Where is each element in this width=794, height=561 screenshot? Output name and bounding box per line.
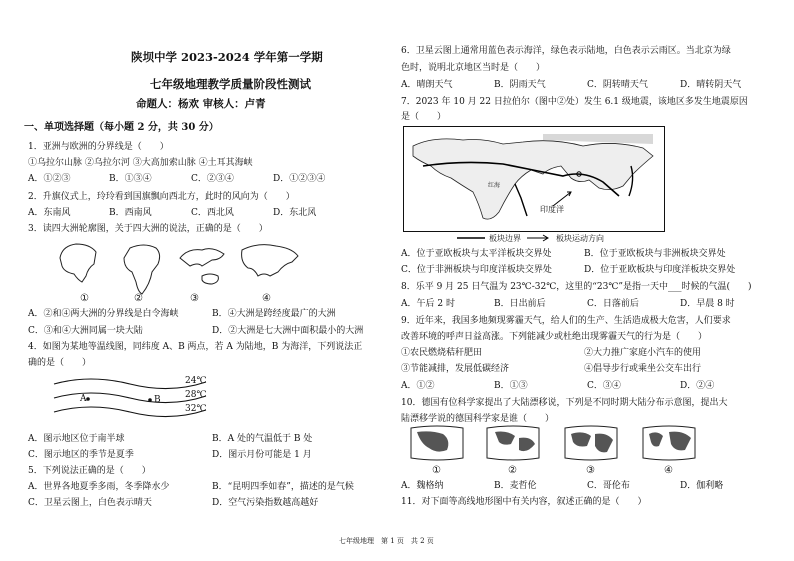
exam-authors: 命题人：杨欢 审核人：卢青 [136, 98, 266, 110]
option-1d: D．①②③④ [273, 174, 326, 184]
question-1-items: ①乌拉尔山脉 ②乌拉尔河 ③大高加索山脉 ④土耳其海峡 [28, 158, 253, 168]
exam-title-line1: 陕坝中学 2023-2024 学年第一学期 [131, 50, 323, 64]
question-9-item2: ②大力推广家庭小汽车的使用 [584, 348, 702, 358]
option-1b: B．①③④ [109, 174, 152, 184]
continent-3-outline [180, 249, 224, 284]
question-6-line1: 6．卫星云图上通常用蓝色表示海洋，绿色表示陆地，白色表示云雨区。当北京为绿 [401, 46, 731, 56]
globe-1 [411, 426, 463, 460]
option-1c: C．②③④ [191, 174, 234, 184]
continent-2-outline [124, 245, 160, 294]
globe-2 [487, 426, 539, 460]
continent-1-outline [60, 244, 96, 282]
option-3b: B．④大洲是跨经度最广的大洲 [212, 309, 336, 319]
globe-label-4: ④ [664, 465, 673, 476]
option-5d: D．空气污染指数越高越好 [212, 498, 319, 508]
option-4d: D．图示月份可能是 1 月 [212, 450, 312, 460]
question-2: 2．升旗仪式上，玲玲看到国旗飘向西北方，此时的风向为（ ） [28, 192, 295, 202]
isotherm-label-24: 24℃ [185, 376, 207, 386]
globe-label-3: ③ [586, 465, 595, 476]
question-7-line2: 是（ ） [401, 112, 447, 122]
option-5b: B．“昆明四季如春”，描述的是气候 [212, 482, 354, 492]
question-4-line1: 4．如图为某地等温线图，同纬度 A、B 两点，若 A 为陆地，B 为海洋，下列说法正 [28, 342, 363, 352]
legend-motion-label: 板块运动方向 [556, 234, 604, 243]
option-2c: C．西北风 [191, 208, 234, 218]
option-3a: A．②和④两大洲的分界线是白令海峡 [28, 309, 179, 319]
map-label-ocean: 印度洋 [540, 205, 564, 214]
option-7b: B．位于亚欧板块与非洲板块交界处 [584, 249, 726, 259]
option-10a: A．魏格纳 [401, 481, 444, 491]
isotherm-28 [54, 393, 206, 403]
option-10d: D．伽利略 [680, 481, 724, 491]
option-5c: C．卫星云图上，白色表示晴天 [28, 498, 152, 508]
globe-label-2: ② [508, 465, 517, 476]
isotherm-label-32: 32℃ [185, 404, 207, 414]
question-4-line2: 确的是（ ） [28, 358, 92, 368]
option-1a: A．①②③ [28, 174, 71, 184]
page-footer: 七年级地理 第 1 页 共 2 页 [339, 537, 434, 545]
option-10c: C．哥伦布 [587, 481, 630, 491]
option-6a: A．晴朗天气 [401, 80, 453, 90]
question-10-line1: 10．德国有位科学家提出了大陆漂移说，下列是不同时期大陆分布示意图，提出大 [401, 398, 728, 408]
globe-label-1: ① [432, 465, 441, 476]
option-2d: D．东北风 [273, 208, 317, 218]
continent-label-4: ④ [262, 293, 271, 304]
option-6b: B．阴雨天气 [494, 80, 546, 90]
question-3: 3．读四大洲轮廓图，关于四大洲的说法，正确的是（ ） [28, 224, 268, 234]
globe-4 [643, 426, 695, 460]
map-label-red-sea: 红海 [488, 182, 501, 189]
question-10-line2: 陆漂移学说的德国科学家是谁（ ） [401, 414, 555, 424]
question-9-line2: 改善环境的呼声日益高涨。下列能减少或杜绝出现雾霾天气的行为是（ ） [401, 332, 708, 342]
point-a-label: A [80, 394, 87, 404]
continent-label-3: ③ [190, 293, 199, 304]
continent-label-1: ① [80, 293, 89, 304]
question-9-item1: ①农民燃烧秸秆肥田 [401, 348, 483, 358]
option-2a: A．东南风 [28, 208, 71, 218]
isotherm-24 [54, 379, 206, 389]
continent-label-2: ② [134, 293, 143, 304]
option-6c: C．阴转晴天气 [587, 80, 648, 90]
question-8: 8．乐平 9 月 25 日气温为 23℃-32℃，这里的“23℃”是指一天中___时候的气温( ) [401, 282, 752, 292]
question-5: 5．下列说法正确的是（ ） [28, 466, 151, 476]
option-3d: D．②大洲是七大洲中面积最小的大洲 [212, 326, 364, 336]
point-b-marker [148, 398, 152, 402]
plate-map [403, 126, 665, 232]
section-heading: 一、单项选择题（每小题 2 分，共 30 分） [24, 122, 219, 133]
option-3c: C．③和④大洲同属一块大陆 [28, 326, 143, 336]
option-7c: C．位于非洲板块与印度洋板块交界处 [401, 265, 552, 275]
question-6-line2: 色时，说明北京地区当时是（ ） [401, 63, 546, 73]
option-6d: D．晴转阴天气 [680, 80, 742, 90]
option-5a: A．世界各地夏季多雨，冬季降水少 [28, 482, 170, 492]
option-7a: A．位于亚欧板块与太平洋板块交界处 [401, 249, 552, 259]
question-9-item3: ③节能减排，发展低碳经济 [401, 364, 510, 374]
option-10b: B．麦哲伦 [494, 481, 537, 491]
point-b-label: B [154, 395, 161, 405]
legend-boundary-label: 板块边界 [489, 234, 521, 243]
question-7-line1: 7．2023 年 10 月 22 日拉伯尔（图中②处）发生 6.1 级地震，该地区多发生地震原因 [401, 97, 748, 107]
option-9c: C．③④ [587, 381, 621, 391]
option-9d: D．②④ [680, 381, 715, 391]
option-8a: A．午后 2 时 [401, 299, 455, 309]
option-4c: C．图示地区的季节是夏季 [28, 450, 134, 460]
question-9-line1: 9．近年来，我国多地频现雾霾天气，给人们的生产、生活造成极大危害，人们要求 [401, 316, 731, 326]
continental-drift-figure [407, 424, 717, 464]
option-9a: A．①② [401, 381, 435, 391]
option-8c: C．日落前后 [587, 299, 639, 309]
question-9-item4: ④倡导步行或乘坐公交车出行 [584, 364, 702, 374]
option-7d: D．位于亚欧板块与印度洋板块交界处 [584, 265, 736, 275]
isotherm-32 [54, 407, 206, 417]
option-2b: B．西南风 [109, 208, 152, 218]
question-1: 1．亚洲与欧洲的分界线是（ ） [28, 142, 169, 152]
isotherm-label-28: 28℃ [185, 390, 207, 400]
continents-figure [52, 238, 302, 300]
option-9b: B．①③ [494, 381, 528, 391]
continent-4-outline [242, 245, 298, 276]
exam-title-line2: 七年级地理教学质量阶段性测试 [150, 77, 311, 91]
option-8b: B．日出前后 [494, 299, 546, 309]
option-4b: B．A 处的气温低于 B 处 [212, 434, 313, 444]
globe-3 [565, 426, 617, 460]
option-4a: A．图示地区位于南半球 [28, 434, 125, 444]
question-11: 11．对下面等高线地形图中有关内容，叙述正确的是（ ） [401, 497, 647, 507]
option-8d: D．早晨 8 时 [680, 299, 735, 309]
